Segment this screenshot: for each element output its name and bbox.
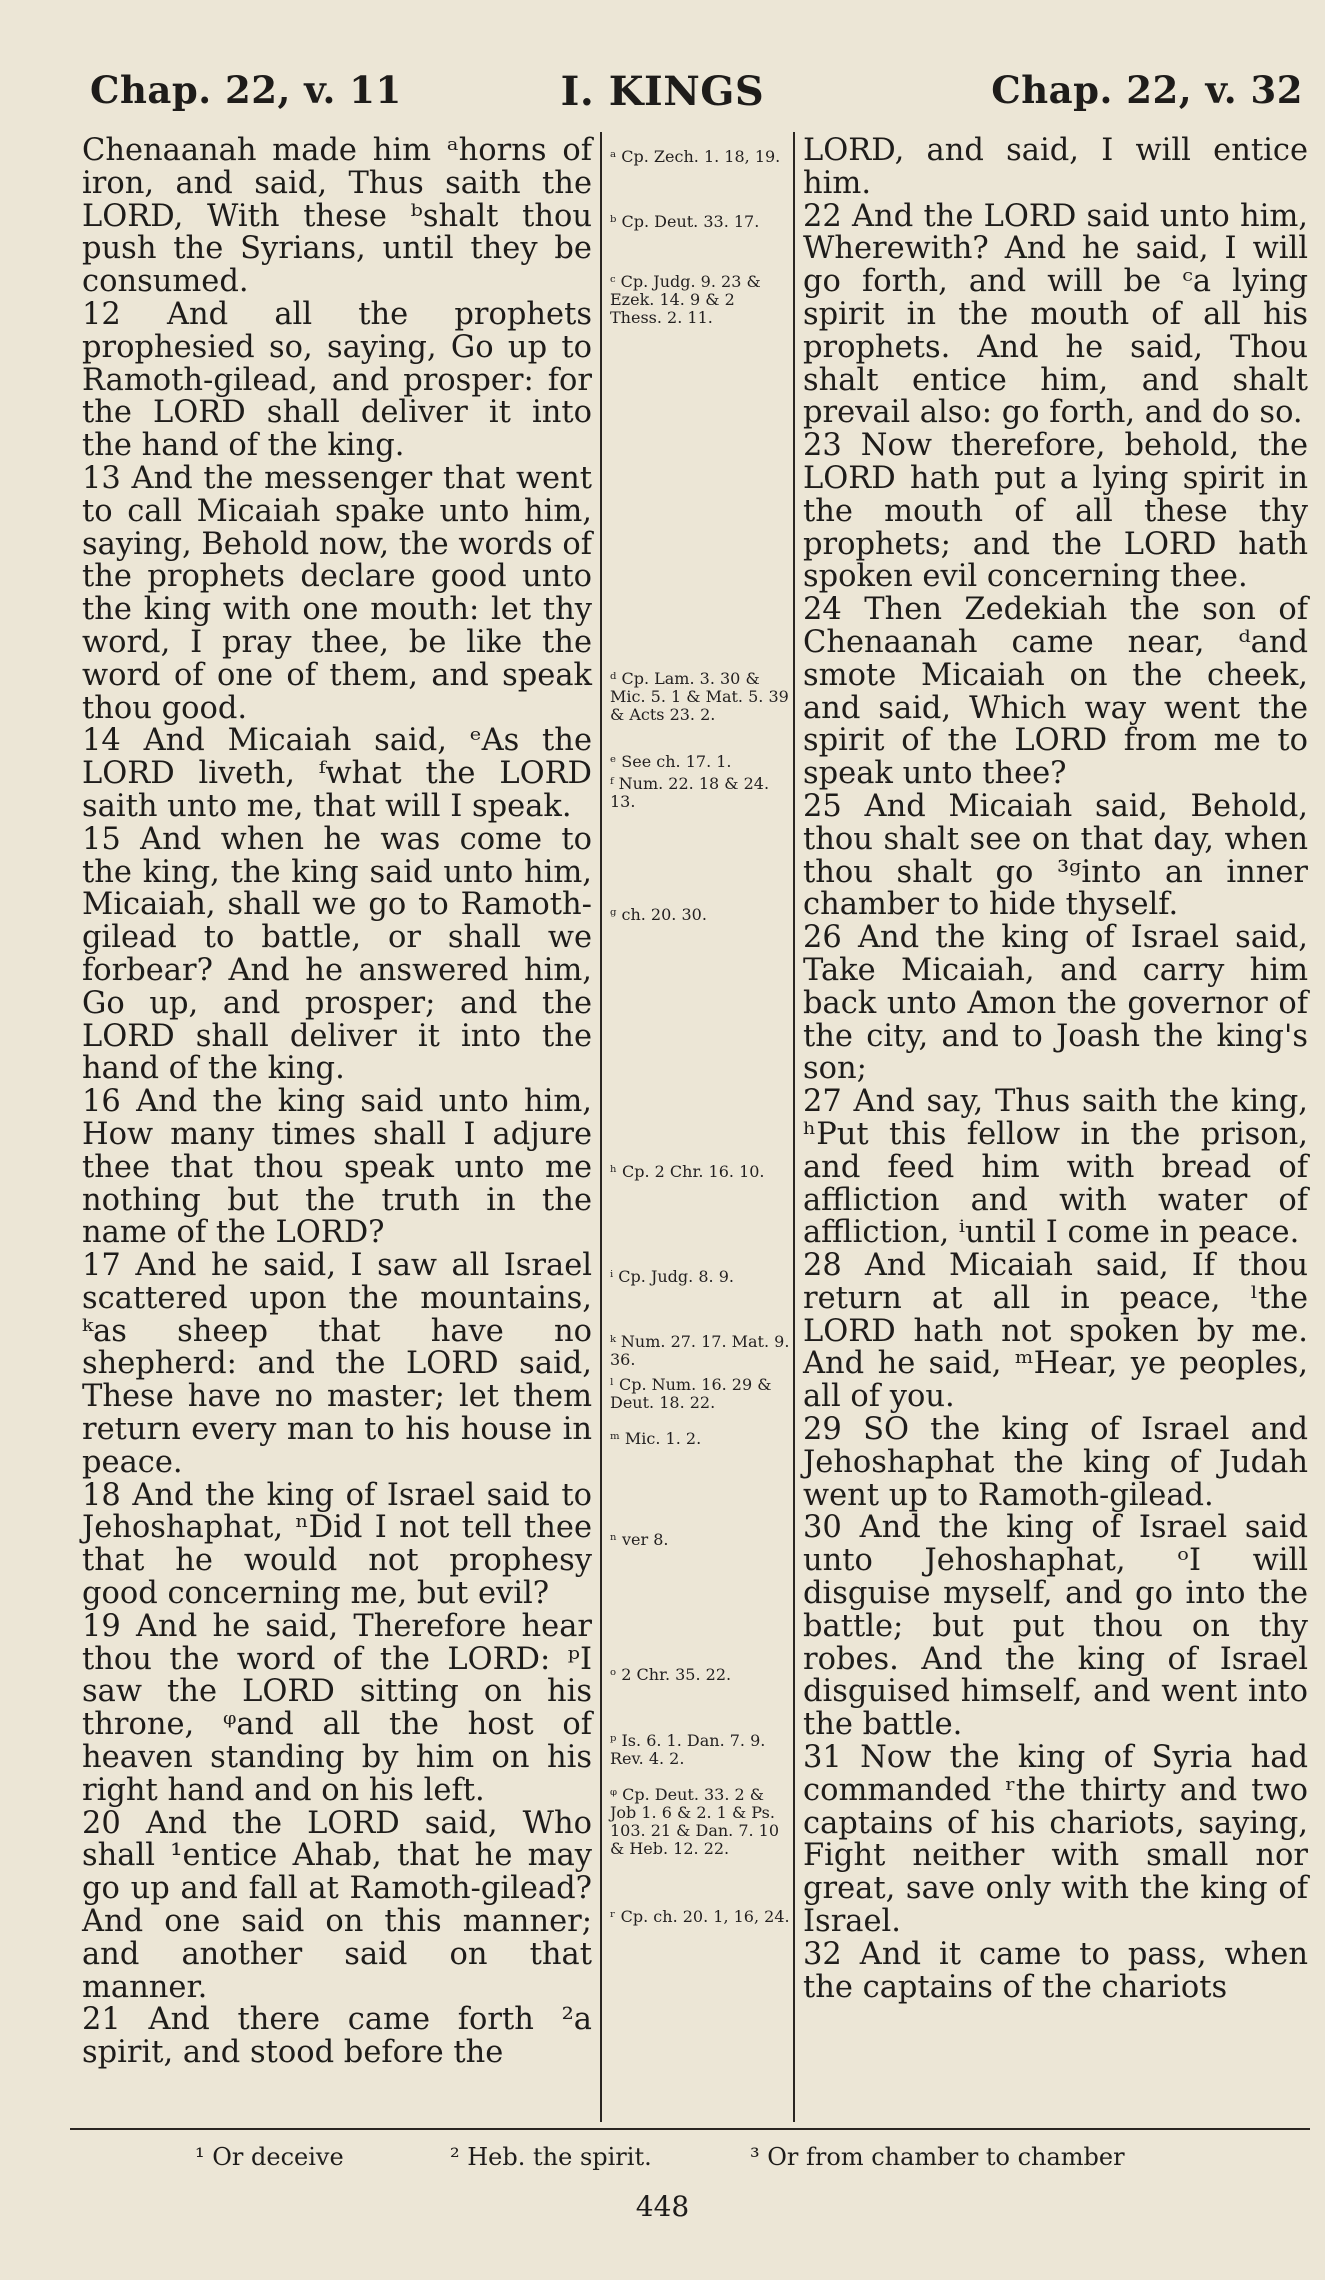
verse-paragraph: 16 And the king said unto him, How many times shall I adjure thee that thou speak unto me nothing but the truth in the name of the LORD?: [82, 1084, 592, 1251]
margin-note: ᵏ Num. 27. 17. Mat. 9. 36.: [610, 1332, 790, 1369]
verse-paragraph: 26 And the king of Israel said, Take Micaiah, and carry him back unto Amon the governor of the city, and to Joash the king's son;: [803, 920, 1308, 1087]
right-column: [803, 135, 1308, 2004]
verse-paragraph: 32 And it came to pass, when the captains of the chariots: [803, 1936, 1308, 2005]
margin-note: ᶠ Num. 22. 18 & 24. 13.: [610, 774, 770, 811]
footnote: ³ Or from chamber to chamber: [750, 2143, 1125, 2171]
margin-note: ᵉ See ch. 17. 1.: [610, 752, 732, 771]
left-column: [82, 135, 592, 2070]
column-rule-left: [600, 132, 602, 2122]
margin-note: ᵖ Is. 6. 1. Dan. 7. 9. Rev. 4. 2.: [610, 1731, 766, 1768]
header-center: I. KINGS: [560, 68, 765, 115]
margin-note: ⁿ ver 8.: [610, 1530, 669, 1549]
verse-paragraph: Chenaanah made him ᵃhorns of iron, and said, Thus saith the LORD, With these ᵇshalt thou push the Syrians, until they be consumed.: [82, 133, 592, 300]
margin-note: ᵐ Mic. 1. 2.: [610, 1429, 702, 1448]
margin-note: ʳ Cp. ch. 20. 1, 16, 24.: [610, 1907, 790, 1926]
margin-note: ˡ Cp. Num. 16. 29 & Deut. 18. 22.: [610, 1375, 772, 1412]
footnotes: [0, 2143, 1325, 2173]
verse-paragraph: 24 Then Zedekiah the son of Chenaanah came near, ᵈand smote Micaiah on the cheek, and said, Which way went the spirit of the LORD from me to speak unto thee?: [803, 592, 1308, 792]
verse-paragraph: 30 And the king of Israel said unto Jehoshaphat, ᵒI will disguise myself, and go into the battle; but put thou on thy robes. And the king of Israel disguised himself, and went into the battle.: [803, 1510, 1308, 1743]
header-right: Chap. 22, v. 32: [991, 68, 1303, 112]
footnote: ² Heb. the spirit.: [450, 2143, 652, 2171]
verse-paragraph: 21 And there came forth ²a spirit, and stood before the: [82, 2002, 592, 2071]
margin-note: ᶜ Cp. Judg. 9. 23 & Ezek. 14. 9 & 2 Thess. 2. 11.: [610, 272, 761, 327]
margin-note: ᵒ 2 Chr. 35. 22.: [610, 1665, 732, 1684]
verse-paragraph: 31 Now the king of Syria had commanded ʳthe thirty and two captains of his chariots, saying, Fight neither with small nor great, save only with the king of Israel.: [803, 1740, 1308, 1940]
verse-paragraph: 20 And the LORD said, Who shall ¹entice Ahab, that he may go up and fall at Ramoth-gilead? And one said on this manner; and another said on that manner.: [82, 1805, 592, 2005]
verse-paragraph: 18 And the king of Israel said to Jehoshaphat, ⁿDid I not tell thee that he would not prophesy good concerning me, but evil?: [82, 1477, 592, 1612]
verse-paragraph: 13 And the messenger that went to call Micaiah spake unto him, saying, Behold now, the words of the prophets declare good unto the king with one mouth: let thy word, I pray thee, be like the word of one of them, and speak thou good.: [82, 460, 592, 726]
verse-paragraph: 29 SO the king of Israel and Jehoshaphat the king of Judah went up to Ramoth-gilead.: [803, 1412, 1308, 1513]
verse-paragraph: 23 Now therefore, behold, the LORD hath put a lying spirit in the mouth of all these thy prophets; and the LORD hath spoken evil concerning thee.: [803, 428, 1308, 595]
verse-paragraph: 14 And Micaiah said, ᵉAs the LORD liveth, ᶠwhat the LORD saith unto me, that will I speak.: [82, 723, 592, 824]
verse-paragraph: 17 And he said, I saw all Israel scattered upon the mountains, ᵏas sheep that have no shepherd: and the LORD said, These have no master; let them return every man to his house in peace.: [82, 1248, 592, 1480]
header-left: Chap. 22, v. 11: [90, 68, 402, 112]
verse-paragraph: 19 And he said, Therefore hear thou the word of the LORD: ᵖI saw the LORD sitting on his throne, ᵠand all the host of heaven standing by him on his right hand and on his left.: [82, 1608, 592, 1808]
margin-note: ʰ Cp. 2 Chr. 16. 10.: [610, 1162, 765, 1181]
verse-paragraph: 28 And Micaiah said, If thou return at all in peace, ˡthe LORD hath not spoken by me. And he said, ᵐHear, ye peoples, all of you.: [803, 1248, 1308, 1415]
page-number: 448: [635, 2190, 690, 2223]
margin-note: ᵍ ch. 20. 30.: [610, 905, 707, 924]
footer-rule: [70, 2128, 1310, 2130]
margin-note: ᵃ Cp. Zech. 1. 18, 19.: [610, 147, 781, 166]
verse-paragraph: 27 And say, Thus saith the king, ʰPut this fellow in the prison, and feed him with bread of affliction and with water of affliction, ⁱuntil I come in peace.: [803, 1084, 1308, 1251]
column-rule-right: [793, 132, 795, 2122]
verse-paragraph: 12 And all the prophets prophesied so, saying, Go up to Ramoth-gilead, and prosper: for the LORD shall deliver it into the hand of the king.: [82, 296, 592, 464]
verse-paragraph: 15 And when he was come to the king, the king said unto him, Micaiah, shall we go to Ramoth-gilead to battle, or shall we forbear? And he answered him, Go up, and prosper; and the LORD shall deliver it into the hand of the king.: [82, 821, 592, 1087]
footnote: ¹ Or deceive: [195, 2143, 344, 2171]
margin-note: ᵠ Cp. Deut. 33. 2 & Job 1. 6 & 2. 1 & Ps. 103. 21 & Dan. 7. 10 & Heb. 12. 22.: [610, 1785, 780, 1858]
page-header: [0, 68, 1325, 128]
verse-paragraph: 25 And Micaiah said, Behold, thou shalt see on that day, when thou shalt go ³ᵍinto an inner chamber to hide thyself.: [803, 788, 1308, 923]
margin-note: ⁱ Cp. Judg. 8. 9.: [610, 1267, 734, 1286]
margin-note: ᵈ Cp. Lam. 3. 30 & Mic. 5. 1 & Mat. 5. 39 & Acts 23. 2.: [610, 669, 789, 724]
verse-paragraph: LORD, and said, I will entice him.: [803, 133, 1308, 201]
verse-paragraph: 22 And the LORD said unto him, Wherewith? And he said, I will go forth, and will be ᶜa lying spirit in the mouth of all his prophets. And he said, Thou shalt entice him, and shalt prevail also: go forth, and do so.: [803, 198, 1308, 431]
margin-note: ᵇ Cp. Deut. 33. 17.: [610, 212, 760, 231]
